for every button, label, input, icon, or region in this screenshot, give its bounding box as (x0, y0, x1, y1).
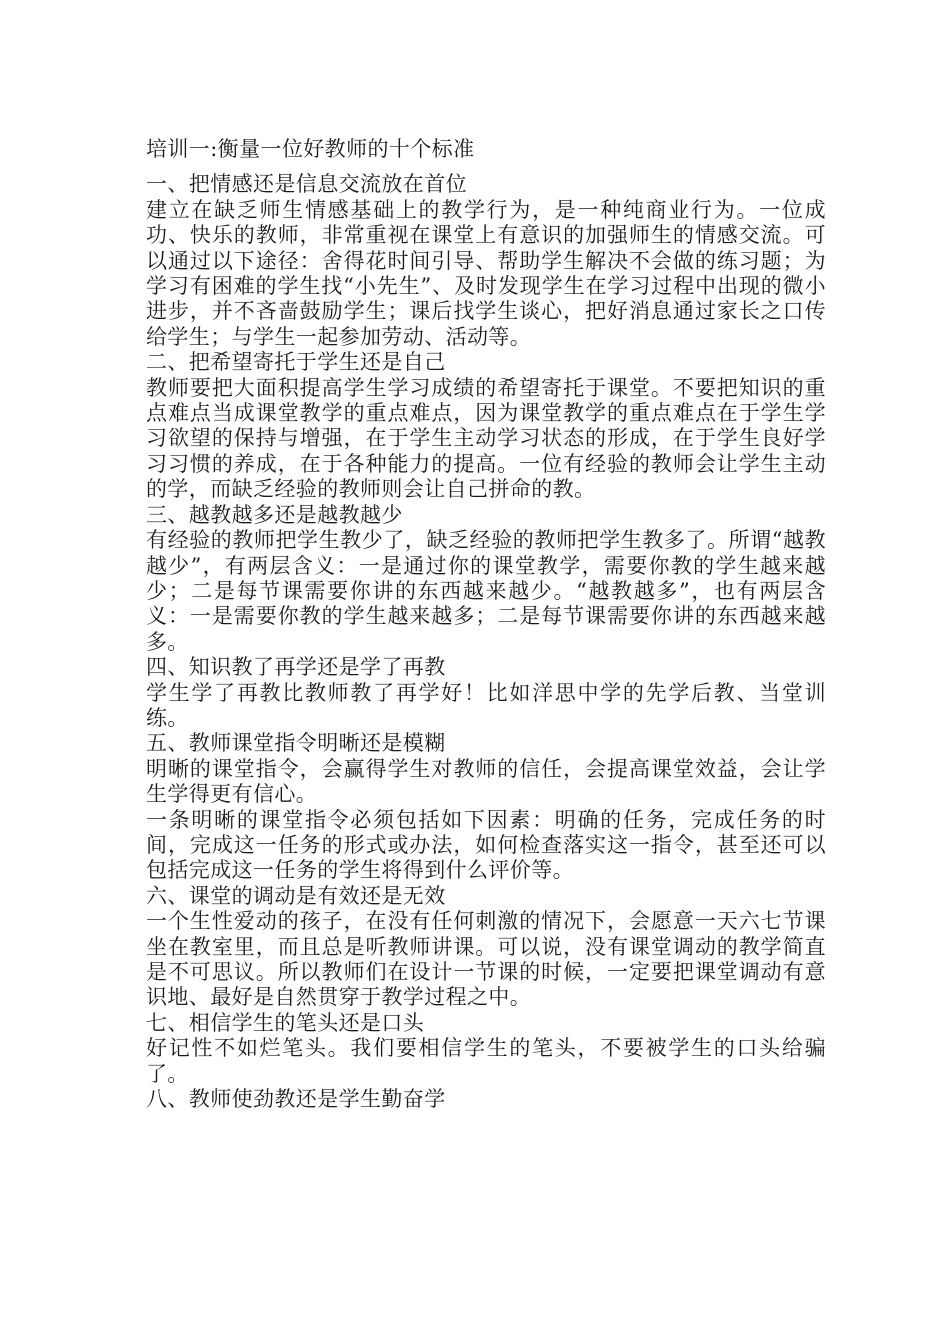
section-paragraph-5a: 明晰的课堂指令，会赢得学生对教师的信任，会提高课堂效益，会让学生学得更有信心。 (146, 756, 826, 807)
document-body (146, 137, 826, 1112)
section-heading-5: 五、教师课堂指令明晰还是模糊 (146, 731, 446, 756)
section-paragraph-4: 学生学了再教比教师教了再学好！比如洋思中学的先学后教、当堂训练。 (146, 680, 826, 730)
section-paragraph-1: 建立在缺乏师生情感基础上的教学行为，是一种纯商业行为。一位成功、快乐的教师，非常重视在课堂上有意识的加强师生的情感交流。可以通过以下途径：舍得花时间引导、帮助学生解决不会做的练习题；为学习有困难的学生找“小先生”、及时发现学生在学习过程中出现的微小进步，并不吝啬鼓励学生；课后找学生谈心，把好消息通过家长之口传给学生；与学生一起参加劳动、活动等。 (146, 197, 826, 349)
section-heading-2: 二、把希望寄托于学生还是自己 (146, 350, 446, 375)
section-paragraph-7: 好记性不如烂笔头。我们要相信学生的笔头，不要被学生的口头给骗了。 (146, 1036, 826, 1086)
section-paragraph-5b: 一条明晰的课堂指令必须包括如下因素：明确的任务，完成任务的时间，完成这一任务的形式或办法，如何检查落实这一指令，甚至还可以包括完成这一任务的学生将得到什么评价等。 (146, 807, 826, 883)
section-heading-8: 八、教师使劲教还是学生勤奋学 (146, 1087, 446, 1112)
document-title: 培训一:衡量一位好教师的十个标准 (146, 137, 475, 161)
section-heading-6: 六、课堂的调动是有效还是无效 (146, 883, 446, 908)
section-heading-7: 七、相信学生的笔头还是口头 (146, 1010, 425, 1035)
section-heading-3: 三、越教越多还是越教越少 (146, 502, 403, 527)
section-paragraph-2: 教师要把大面积提高学生学习成绩的希望寄托于课堂。不要把知识的重点难点当成课堂教学的重点难点，因为课堂教学的重点难点在于学生学习欲望的保持与增强，在于学生主动学习状态的形成，在于学生良好学习习惯的养成，在于各种能力的提高。一位有经验的教师会让学生主动的学，而缺乏经验的教师则会让自己拼命的教。 (146, 375, 826, 502)
section-heading-1: 一、把情感还是信息交流放在首位 (146, 172, 467, 197)
section-paragraph-3: 有经验的教师把学生教少了，缺乏经验的教师把学生教多了。所谓“越教越少”，有两层含义：一是通过你的课堂教学，需要你教的学生越来越少；二是每节课需要你讲的东西越来越少。“越教越多”，也有两层含义：一是需要你教的学生越来越多；二是每节课需要你讲的东西越来越多。 (146, 528, 826, 654)
section-paragraph-6: 一个生性爱动的孩子，在没有任何刺激的情况下，会愿意一天六七节课坐在教室里，而且总是听教师讲课。可以说，没有课堂调动的教学简直是不可思议。所以教师们在设计一节课的时候，一定要把课堂调动有意识地、最好是自然贯穿于教学过程之中。 (146, 909, 826, 1010)
section-heading-4: 四、知识教了再学还是学了再教 (146, 655, 446, 680)
